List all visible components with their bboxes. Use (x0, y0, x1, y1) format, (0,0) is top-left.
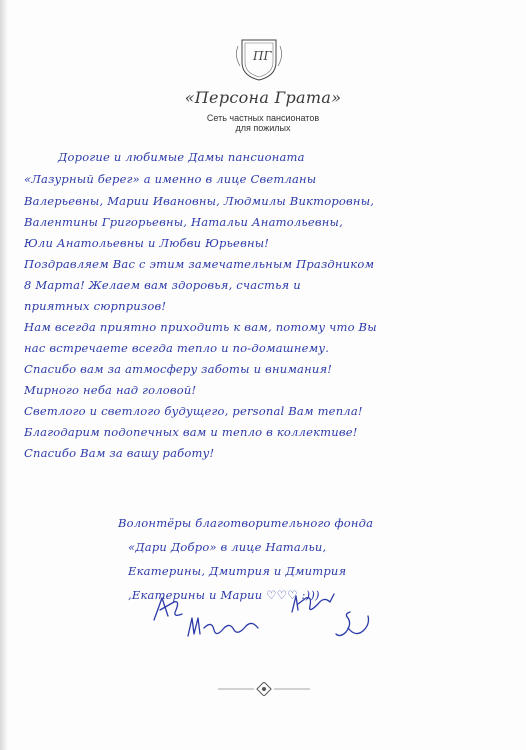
brand-tagline-line1: Сеть частных пансионатов (206, 113, 320, 123)
monogram-emblem-icon (236, 36, 282, 82)
letter-line: нас встречаете всегда тепло и по-домашнему. (24, 341, 330, 355)
letter-line: 8 Марта! Желаем вам здоровья, счастья и (24, 278, 301, 292)
monogram-letters: ПГ (253, 49, 272, 63)
brand-name: «Персона Грата» (184, 88, 342, 107)
letter-line: Нам всегда приятно приходить к вам, потому что Вы (24, 320, 377, 334)
letter-line: Светлого и светлого будущего, personal Вам тепла! (24, 404, 363, 418)
letter-line: «Лазурный берег» а именно в лице Светланы (24, 172, 317, 186)
letter-line: Поздравляем Вас с этим замечательным Праздником (24, 257, 375, 271)
letter-line: Мирного неба над головой! (24, 383, 197, 397)
letter-line: Дорогие и любимые Дамы пансионата (58, 150, 305, 164)
signoff-line: Екатерины, Дмитрия и Дмитрия (128, 564, 347, 578)
signoff-line: Волонтёры благотворительного фонда (118, 516, 374, 530)
signoff-line: ,Екатерины и Марии ♡♡♡ :))) (128, 588, 320, 602)
letter-line: Валерьевны, Марии Ивановны, Людмилы Викторовны, (24, 194, 375, 208)
letter-line: приятных сюрпризов! (24, 299, 167, 313)
letter-line: Благодарим подопечных вам и тепло в коллективе! (24, 425, 358, 439)
footer-ornament-icon (218, 682, 310, 696)
letter-line: Спасибо вам за атмосферу заботы и внимания! (24, 362, 333, 376)
signature-2-icon (184, 612, 264, 642)
letter-line: Валентины Григорьевны, Натальи Анатольевны, (24, 215, 343, 229)
signoff-line: «Дари Добро» в лице Натальи, (128, 540, 327, 554)
signature-4-icon (330, 608, 374, 644)
letter-line: Юли Анатольевны и Любви Юрьевны! (24, 236, 270, 250)
brand-tagline-line2: для пожилых (235, 123, 291, 133)
letter-line: Спасибо Вам за вашу работу! (24, 446, 215, 460)
